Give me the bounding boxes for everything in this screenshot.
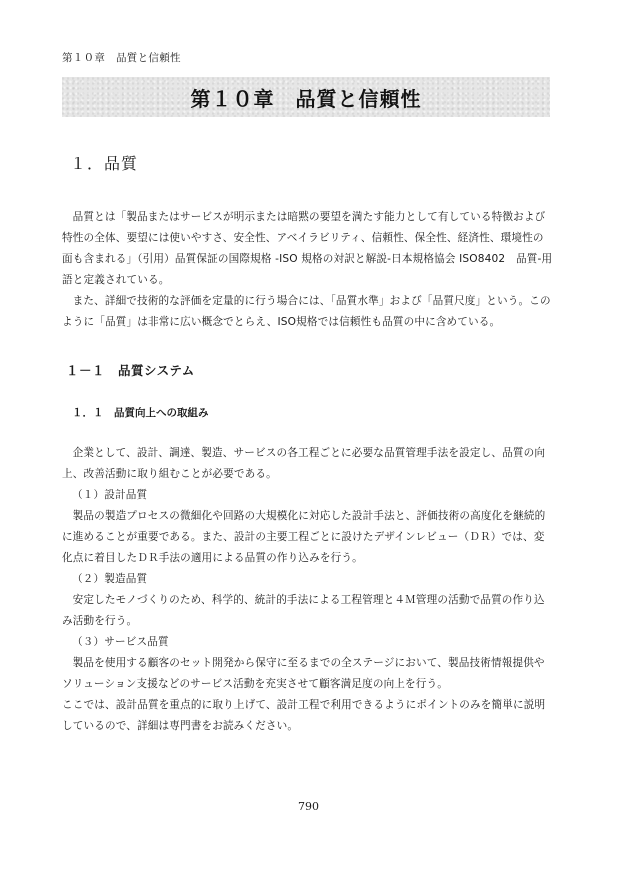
paragraph: 品質とは「製品またはサービスが明示または暗黙の要望を満たす能力として有している特徴および特性の全体、要望には使いやすさ、安全性、アベイラビリティ、信頼性、保全性、経済性、環境性の面も含まれる」（引用）品質保証の国際規格 -ISO 規格の対訳と解説-日本規格協会 ISO8402 品質-用語と定義されている。 bbox=[62, 211, 553, 286]
paragraph: 製品を使用する顧客のセット開発から保守に至るまでの全ステージにおいて、製品技術情報提供やソリューション支援などのサービス活動を充実させて顧客満足度の向上を行う。 bbox=[62, 657, 545, 690]
section-body bbox=[62, 207, 554, 333]
item-heading: （２）製造品質 bbox=[72, 573, 148, 585]
paragraph: ここでは、設計品質を重点的に取り上げて、設計工程で利用できるようにポイントのみを簡単に説明しているので、詳細は専門書をお読みください。 bbox=[62, 699, 546, 732]
item-heading: （１）設計品質 bbox=[72, 489, 148, 501]
subsubsection-body bbox=[62, 443, 554, 737]
section-title: １．品質 bbox=[70, 154, 139, 173]
paragraph: 安定したモノづくりのため、科学的、統計的手法による工程管理と４Ｍ管理の活動で品質の作り込み活動を行う。 bbox=[62, 594, 545, 627]
paragraph: また、詳細で技術的な評価を定量的に行う場合には、「品質水準」および「品質尺度」という。このように「品質」は非常に広い概念でとらえ、ISO規格では信頼性も品質の中に含めている。 bbox=[62, 295, 551, 328]
paragraph: 製品の製造プロセスの微細化や回路の大規模化に対応した設計手法と、評価技術の高度化を継続的に進めることが重要である。また、設計の主要工程ごとに設けたデザインレビュー（ＤＲ）では、変化点に着目したＤＲ手法の適用による品質の作り込みを行う。 bbox=[62, 510, 546, 564]
chapter-title: 第１０章 品質と信頼性 bbox=[190, 86, 422, 111]
subsection-title: １－１ 品質システム bbox=[66, 363, 195, 378]
page-number: 790 bbox=[298, 800, 319, 813]
running-header: 第１０章 品質と信頼性 bbox=[62, 52, 181, 64]
paragraph: 企業として、設計、調達、製造、サービスの各工程ごとに必要な品質管理手法を設定し、品質の向上、改善活動に取り組むことが必要である。 bbox=[62, 447, 546, 480]
chapter-banner bbox=[62, 77, 550, 117]
item-heading: （３）サービス品質 bbox=[72, 636, 169, 648]
subsubsection-title: １．１ 品質向上への取組み bbox=[72, 407, 209, 419]
